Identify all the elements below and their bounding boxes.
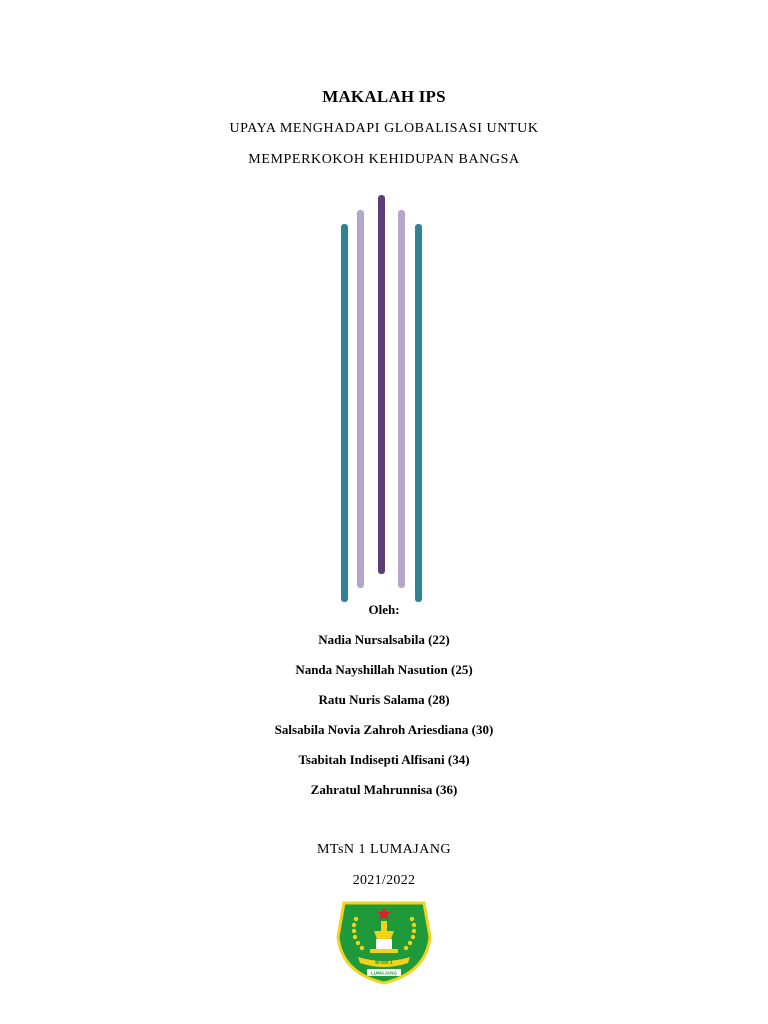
decorative-bar-lavender-left [357, 210, 364, 588]
member-name: Nanda Nayshillah Nasution (25) [295, 662, 473, 677]
decorative-bar-purple-center [378, 195, 385, 574]
decorative-bar-teal-left [341, 224, 348, 602]
member-name: Nadia Nursalsabila (22) [318, 632, 450, 647]
madrasah-emblem-icon [334, 895, 434, 985]
member-name: Ratu Nuris Salama (28) [318, 692, 450, 707]
decorative-bar-teal-right [415, 224, 422, 602]
document-subtitle-line-1: UPAYA MENGHADAPI GLOBALISASI UNTUK [229, 121, 539, 136]
document-title: MAKALAH IPS [322, 87, 446, 106]
decorative-bar-lavender-right [398, 210, 405, 588]
member-name: Zahratul Mahrunnisa (36) [310, 782, 458, 797]
member-name: Salsabila Novia Zahroh Ariesdiana (30) [274, 722, 494, 737]
member-name: Tsabitah Indisepti Alfisani (34) [298, 752, 470, 767]
logo-ribbon-text: MTsN 1 [375, 960, 393, 966]
school-name: MTsN 1 LUMAJANG [316, 842, 452, 857]
academic-year: 2021/2022 [352, 873, 416, 888]
document-subtitle-line-2: MEMPERKOKOH KEHIDUPAN BANGSA [248, 152, 520, 167]
author-heading: Oleh: [368, 602, 400, 617]
logo-banner-text: LUMAJANG [370, 970, 398, 976]
